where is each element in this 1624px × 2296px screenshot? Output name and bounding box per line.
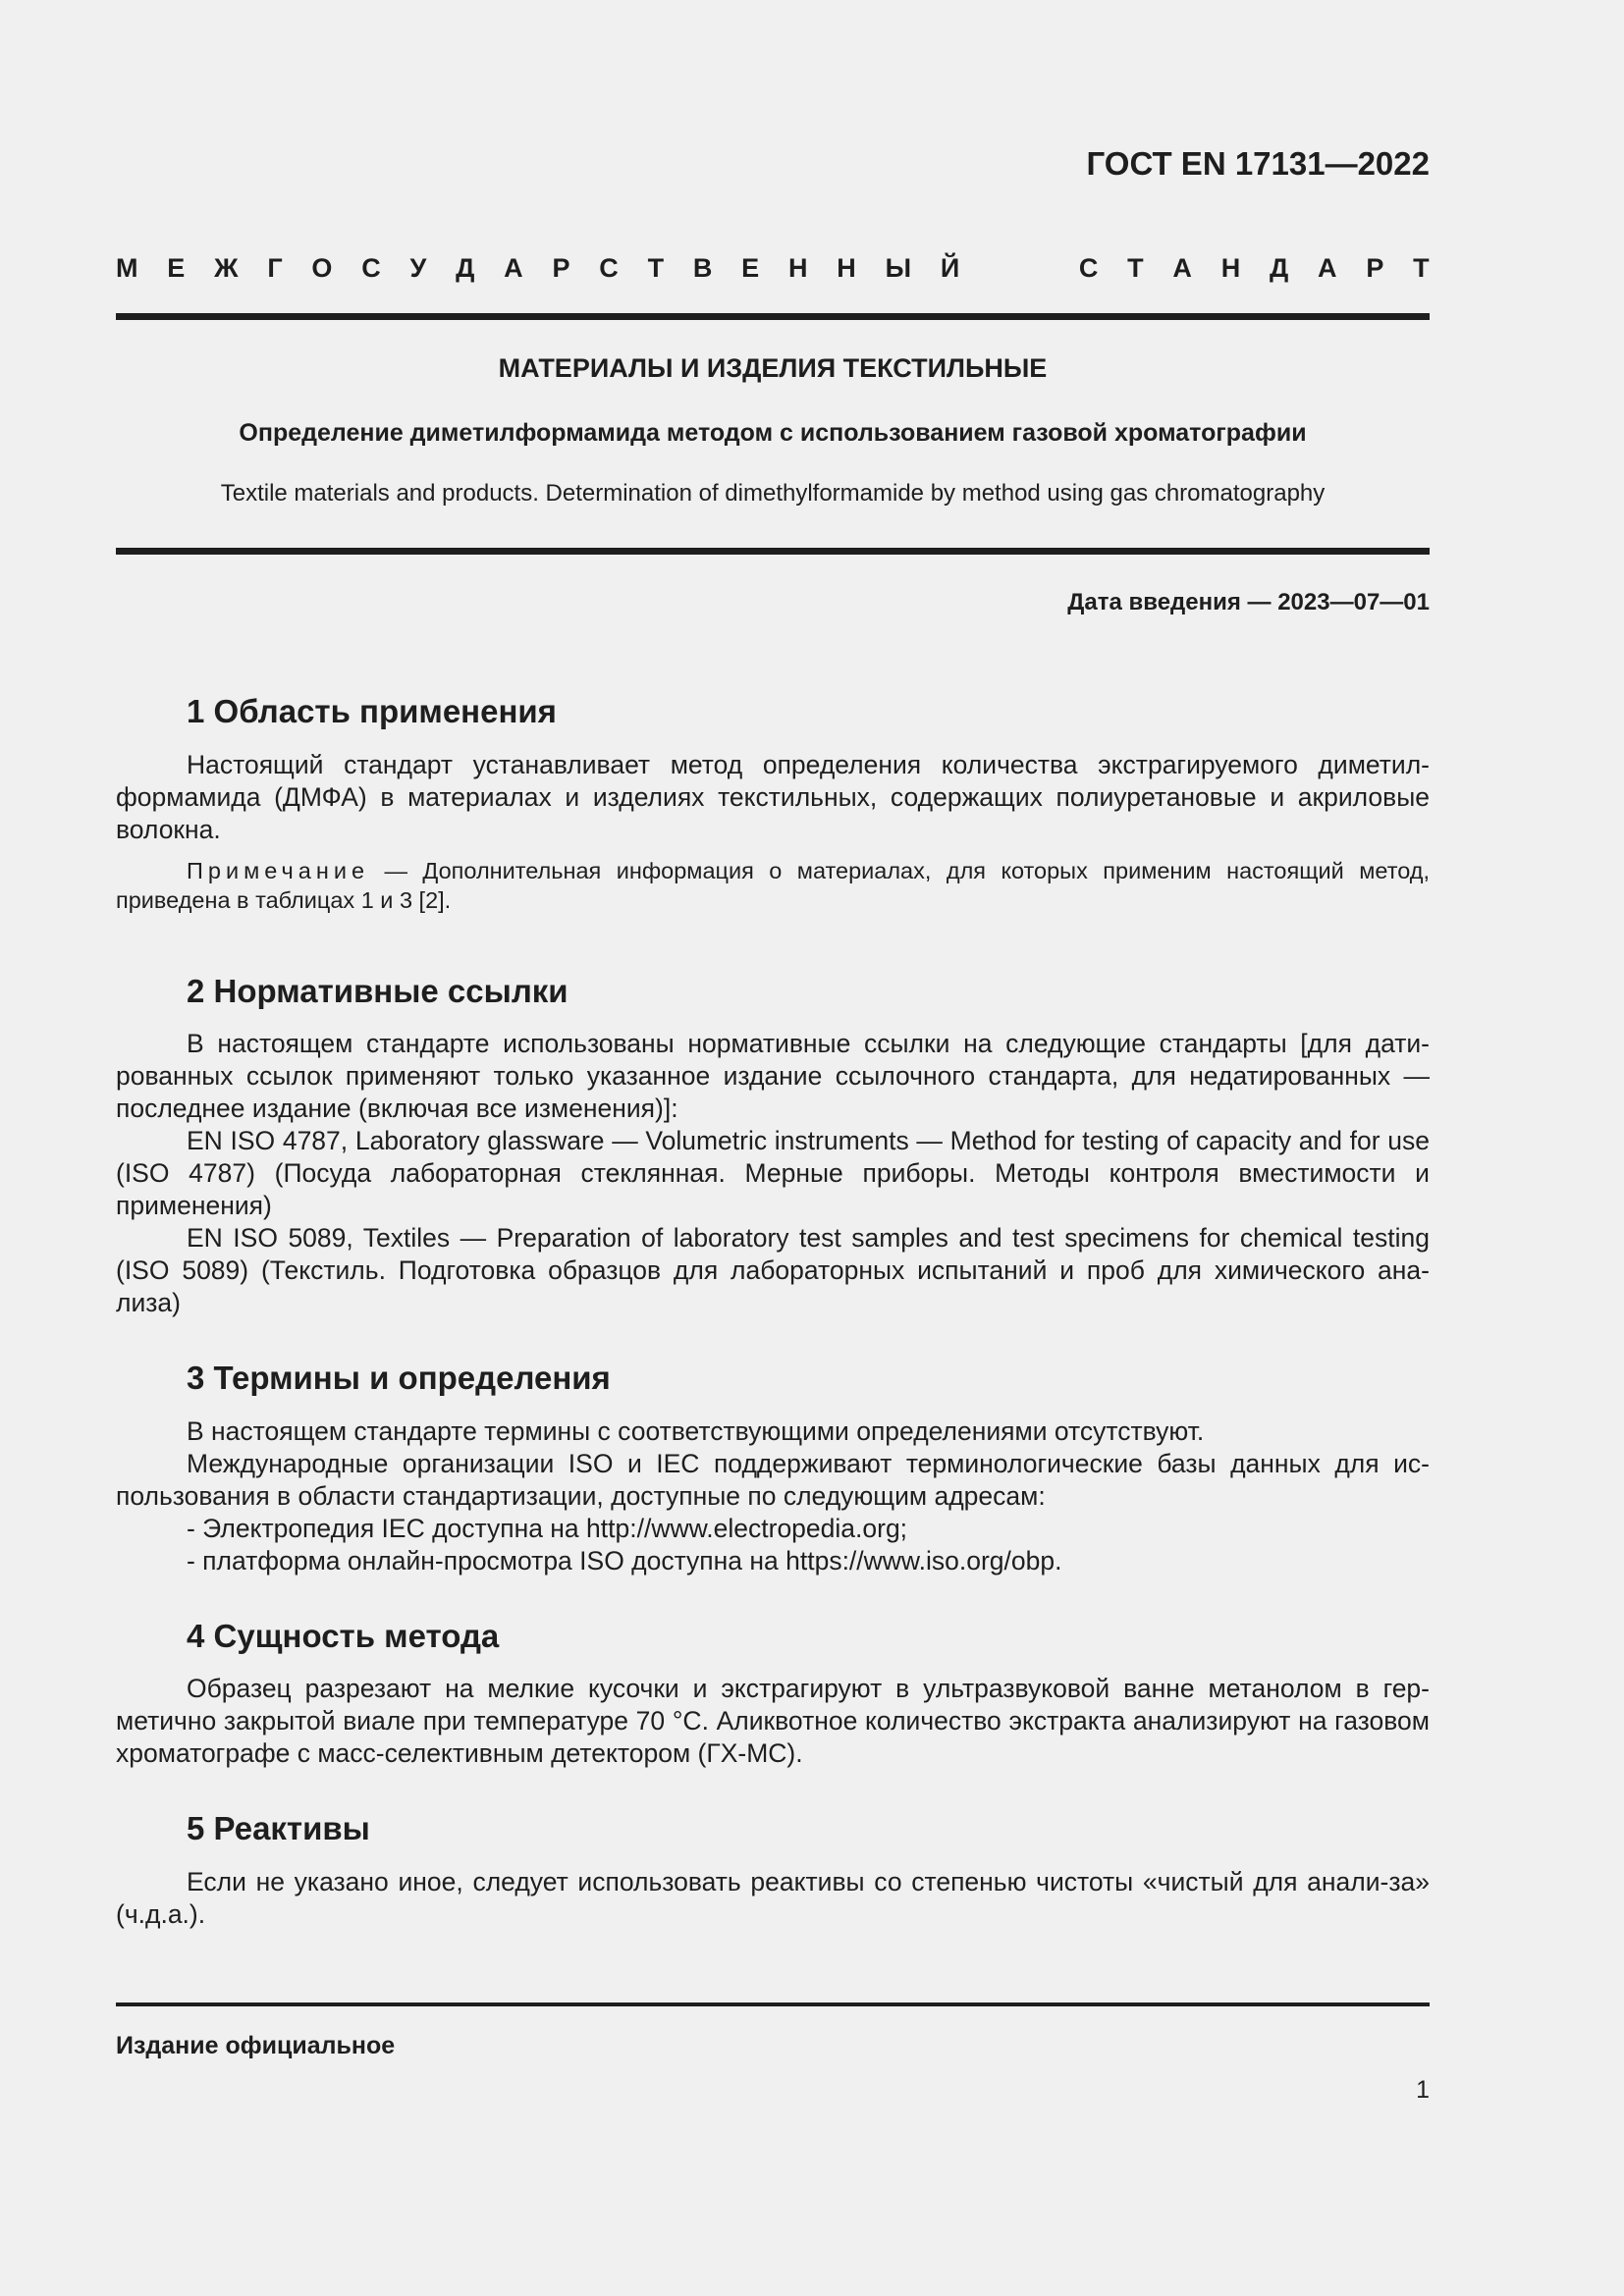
- standard-type-letter: В: [692, 253, 713, 283]
- standard-type-letter: Р: [1366, 253, 1384, 283]
- standard-type-letter: У: [409, 253, 427, 283]
- standard-type-letter: Ы: [885, 253, 912, 283]
- note-text: — Дополнительная информация о материалах, для которых применим настоящий метод, приведена в таблицах 1 и 3 [2].: [116, 857, 1430, 913]
- list-item: - платформа онлайн-просмотра ISO доступна на https://www.iso.org/obp.: [187, 1545, 1062, 1575]
- standard-type-letter: А: [1172, 253, 1192, 283]
- paragraph: Настоящий стандарт устанавливает метод определения количества экстрагируемого диметил-формамида (ДМФА) в материалах и изделиях текстильных, содержащих полиуретановые и акриловые волокна.: [116, 749, 1430, 844]
- paragraph: Международные организации ISO и IEC поддерживают терминологические базы данных для ис-пользования в области стандартизации, доступные по следующим адресам:: [116, 1448, 1430, 1511]
- standard-type-letter: Е: [741, 253, 760, 283]
- paragraph: Образец разрезают на мелкие кусочки и экстрагируют в ультразвуковой ванне метанолом в гер-метично закрытой виале при температуре 70 °С. Аликвотное количество экстракта анализируют на газовом хроматографе с масс-селективным детектором (ГХ-МС).: [116, 1674, 1430, 1769]
- title-english: Textile materials and products. Determination of dimethylformamide by method using gas chromatography: [220, 480, 1326, 507]
- standard-type-letter: С: [361, 253, 381, 283]
- standard-type-letter: С: [599, 253, 619, 283]
- standard-type-letter: Ж: [214, 253, 239, 283]
- reference-item: EN ISO 5089, Textiles — Preparation of laboratory test samples and test specimens for chemical testing (ISO 5089) (Текстиль. Подготовка образцов для лабораторных испытаний и проб для химического ана-лиза): [116, 1223, 1430, 1318]
- standard-type-letter: С: [1078, 253, 1099, 283]
- standard-type-letter: А: [1318, 253, 1337, 283]
- header-rule: [116, 313, 1430, 320]
- official-edition-label: Издание официальное: [116, 2032, 396, 2059]
- standard-type-header: [116, 253, 1430, 284]
- standard-type-letter: О: [311, 253, 333, 283]
- section-reagents: [116, 1809, 1430, 1931]
- reference-item: EN ISO 4787, Laboratory glassware — Volumetric instruments — Method for testing of capacity and for use (ISO 4787) (Посуда лабораторная стеклянная. Мерные приборы. Методы контроля вместимости и применения): [116, 1126, 1430, 1221]
- standard-type-letter: Т: [1127, 253, 1144, 283]
- title-main: МАТЕРИАЛЫ И ИЗДЕЛИЯ ТЕКСТИЛЬНЫЕ: [498, 353, 1048, 383]
- paragraph: В настоящем стандарте термины с соответствующими определениями отсутствуют.: [187, 1415, 1205, 1446]
- standard-type-letter: Т: [1413, 253, 1430, 283]
- section-heading: 3 Термины и определения: [187, 1360, 611, 1397]
- section-heading: 5 Реактивы: [187, 1810, 370, 1847]
- footer-rule: [116, 2002, 1430, 2006]
- section-scope: [116, 692, 1430, 915]
- standard-type-letter: Е: [167, 253, 186, 283]
- standard-type-letter: Н: [787, 253, 808, 283]
- section-heading: 1 Область применения: [187, 693, 557, 729]
- page-number: 1: [1416, 2076, 1430, 2104]
- standard-type-letter: Н: [1220, 253, 1241, 283]
- section-heading: 2 Нормативные ссылки: [187, 972, 568, 1009]
- paragraph: Если не указано иное, следует использовать реактивы со степенью чистоты «чистый для анали-за» (ч.д.а.).: [116, 1866, 1430, 1929]
- section-terms: [116, 1359, 1430, 1577]
- standard-type-letter: Г: [267, 253, 283, 283]
- document-code: ГОСТ EN 17131—2022: [1086, 145, 1430, 182]
- standard-type-letter: Р: [552, 253, 570, 283]
- section-method-principle: [116, 1617, 1430, 1771]
- standard-type-letter: Т: [647, 253, 665, 283]
- standard-type-letter: Д: [1270, 253, 1289, 283]
- note: [116, 856, 1430, 915]
- document-body: [116, 692, 1430, 1970]
- section-normative-references: [116, 972, 1430, 1320]
- section-heading: 4 Сущность метода: [187, 1617, 500, 1654]
- list-item: - Электропедия IEC доступна на http://www.electropedia.org;: [187, 1513, 908, 1543]
- standard-type-letter: Д: [456, 253, 475, 283]
- standard-type-letter: Н: [837, 253, 856, 283]
- standard-type-letter: М: [116, 253, 138, 283]
- paragraph: В настоящем стандарте использованы нормативные ссылки на следующие стандарты [для дати-рованных ссылок применяют только указанное издание ссылочного стандарта, для недатированных — последнее издание (включая все изменения)]:: [116, 1029, 1430, 1124]
- title-rule: [116, 548, 1430, 555]
- title-sub: Определение диметилформамида методом с использованием газовой хроматографии: [239, 419, 1307, 447]
- introduction-date: Дата введения — 2023—07—01: [1067, 589, 1430, 615]
- standard-type-letter: Й: [940, 253, 960, 283]
- note-label: Примечание: [187, 857, 370, 883]
- standard-type-letter: А: [504, 253, 523, 283]
